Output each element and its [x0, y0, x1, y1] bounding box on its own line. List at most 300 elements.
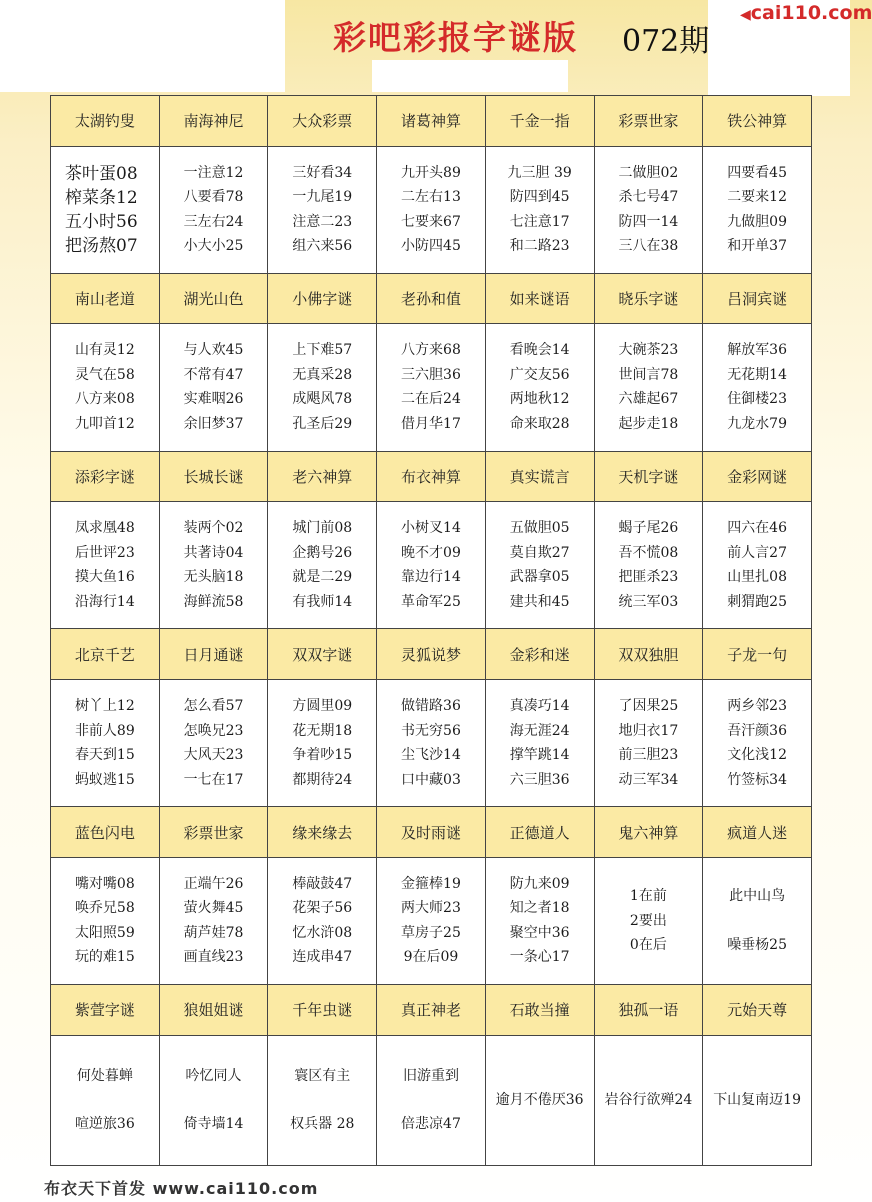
riddle-entry: 此中山鸟: [729, 888, 786, 905]
riddle-cell: [594, 502, 703, 629]
riddle-entry: 实难咽26: [183, 391, 244, 408]
column-header: [377, 985, 486, 1036]
column-header-label: 添彩字谜: [74, 467, 135, 486]
issue-number: 072期: [622, 24, 710, 59]
riddle-entry: 杀七号47: [618, 189, 679, 206]
riddle-entry: 把匪杀23: [618, 569, 679, 586]
riddle-entry: 寰区有主: [294, 1067, 351, 1084]
column-header-label: 金彩网谜: [727, 467, 788, 486]
column-header-label: 疯道人迷: [727, 823, 788, 842]
riddle-entry: 八方来08: [74, 391, 135, 408]
riddle-entry: 知之者18: [509, 900, 570, 917]
column-header: [159, 96, 268, 147]
column-header: [51, 451, 160, 502]
column-header: [594, 807, 703, 858]
riddle-entry: 三六胆36: [401, 366, 461, 383]
riddle-entry: 吟忆同人: [185, 1067, 242, 1084]
column-header: [594, 629, 703, 680]
site-logo[interactable]: [740, 2, 872, 24]
column-header-label: 老六神算: [292, 467, 353, 486]
riddle-entry: 花架子56: [292, 900, 353, 917]
column-header: [268, 451, 377, 502]
entries-row: [51, 857, 812, 984]
riddle-entry: 不常有47: [183, 366, 244, 383]
riddle-entry: 后世评23: [74, 544, 135, 561]
riddle-cell: [485, 324, 594, 451]
riddle-entry: 两乡邻23: [727, 698, 788, 715]
riddle-entry: 竹签标34: [727, 771, 788, 788]
column-header-label: 真实谎言: [509, 467, 570, 486]
column-header: [485, 96, 594, 147]
blank-panel-left: [0, 0, 285, 92]
riddle-entry: 武器拿05: [509, 569, 570, 586]
column-header: [51, 629, 160, 680]
riddle-cell: [485, 502, 594, 629]
riddle-entry: 九三胆 39: [507, 164, 572, 181]
column-header: [51, 807, 160, 858]
riddle-entry: 二左右13: [401, 189, 461, 206]
riddle-entry: 二在后24: [401, 391, 461, 408]
column-header-label: 南海神尼: [183, 112, 244, 131]
riddle-entry: 上下难57: [292, 342, 353, 359]
header-row: [51, 629, 812, 680]
riddle-cell: [485, 857, 594, 984]
column-header-label: 长城长谜: [183, 467, 244, 486]
riddle-cell: [268, 679, 377, 806]
header-row: [51, 96, 812, 147]
riddle-entry: 山里扎08: [727, 569, 788, 586]
riddle-entry: 世间言78: [618, 366, 679, 383]
spacer: [160, 1088, 268, 1112]
blank-panel-middle: [372, 60, 568, 92]
column-header-label: 紫萱字谜: [74, 1001, 135, 1020]
riddle-entry: 有我师14: [292, 593, 353, 610]
column-header-label: 南山老道: [74, 290, 135, 309]
riddle-entry: 倚寺墙14: [183, 1116, 244, 1133]
riddle-entry: 和开单37: [727, 238, 788, 255]
riddle-cell: [594, 146, 703, 273]
riddle-entry: 五小时56: [65, 211, 138, 232]
entries-row: [51, 502, 812, 629]
column-header: [268, 96, 377, 147]
column-header: [159, 807, 268, 858]
riddle-entry: 四要看45: [727, 164, 788, 181]
riddle-entry: 和二路23: [509, 238, 570, 255]
column-header: [703, 985, 812, 1036]
riddle-cell: [377, 679, 486, 806]
column-header-label: 小佛字谜: [292, 290, 353, 309]
riddle-entry: 书无穷56: [401, 722, 461, 739]
riddle-entry: 广交友56: [509, 366, 570, 383]
riddle-entry: 凤求凰48: [74, 520, 135, 537]
riddle-entry: 小防四45: [401, 238, 461, 255]
riddle-cell: [268, 857, 377, 984]
riddle-entry: 三八在38: [618, 238, 679, 255]
riddle-cell: [377, 1035, 486, 1165]
column-header-label: 天机字谜: [618, 467, 679, 486]
riddle-entry: 小大小25: [183, 238, 244, 255]
riddle-cell: [594, 1035, 703, 1165]
riddle-entry: 起步走18: [618, 415, 679, 432]
riddle-entry: 蚂蚁逃15: [74, 771, 135, 788]
column-header-label: 狼姐姐谜: [183, 1001, 244, 1020]
riddle-cell: [268, 146, 377, 273]
riddle-cell: [159, 324, 268, 451]
column-header: [594, 985, 703, 1036]
spacer: [377, 1088, 485, 1112]
riddle-entry: 注意二23: [292, 213, 353, 230]
riddle-cell: [51, 1035, 160, 1165]
column-header: [159, 451, 268, 502]
riddle-cell: [703, 502, 812, 629]
column-header-label: 日月通谜: [183, 645, 244, 664]
riddle-entry: 何处暮蝉: [76, 1067, 133, 1084]
column-header-label: 诸葛神算: [400, 112, 461, 131]
column-header: [377, 96, 486, 147]
riddle-cell: [268, 324, 377, 451]
riddle-entry: 画直线23: [183, 949, 244, 966]
riddle-entry: 都期待24: [292, 771, 353, 788]
riddle-entry: 一九尾19: [292, 189, 353, 206]
riddle-entry: 五做胆05: [509, 520, 570, 537]
riddle-cell: [377, 502, 486, 629]
riddle-entry: 装两个02: [183, 520, 244, 537]
riddle-entry: 无真采28: [292, 366, 353, 383]
column-header: [594, 451, 703, 502]
riddle-entry: 金箍棒19: [401, 875, 461, 892]
entries-row: [51, 324, 812, 451]
column-header: [377, 629, 486, 680]
riddle-entry: 一条心17: [509, 949, 570, 966]
riddle-entry: 看晚会14: [509, 342, 570, 359]
column-header-label: 子龙一句: [727, 645, 788, 664]
riddle-entry: 榨菜条12: [65, 187, 138, 208]
riddle-entry: 非前人89: [74, 722, 135, 739]
riddle-entry: 怎么看57: [183, 698, 244, 715]
entries-row: [51, 679, 812, 806]
column-header-label: 北京千艺: [74, 645, 135, 664]
riddle-entry: 六三胆36: [509, 771, 570, 788]
column-header-label: 元始天尊: [727, 1001, 788, 1020]
riddle-entry: 太阳照59: [74, 924, 135, 941]
riddle-entry: 山有灵12: [74, 342, 135, 359]
column-header-label: 布衣神算: [400, 467, 461, 486]
riddle-entry: 一七在17: [183, 771, 244, 788]
riddle-entry: 大风天23: [183, 747, 244, 764]
column-header: [485, 629, 594, 680]
riddle-entry: 八要看78: [183, 189, 244, 206]
riddle-entry: 七注意17: [509, 213, 570, 230]
riddle-entry: 防九来09: [509, 875, 570, 892]
column-header: [703, 96, 812, 147]
riddle-cell: [159, 1035, 268, 1165]
column-header: [377, 807, 486, 858]
riddle-entry: 孔圣后29: [292, 415, 353, 432]
riddle-entry: 逾月不倦厌36: [495, 1092, 584, 1109]
riddle-entry: 无花期14: [727, 366, 788, 383]
riddle-cell: [268, 1035, 377, 1165]
column-header: [703, 451, 812, 502]
column-header: [485, 451, 594, 502]
riddle-entry: 忆水浒08: [292, 924, 353, 941]
riddle-entry: 连成串47: [292, 949, 353, 966]
riddle-entry: 真凑巧14: [509, 698, 570, 715]
riddle-cell: [51, 679, 160, 806]
riddle-entry: 了因果25: [618, 698, 679, 715]
riddle-entry: 下山复南迈19: [713, 1092, 802, 1109]
riddle-entry: 刺猬跑25: [727, 593, 788, 610]
riddle-cell: [377, 146, 486, 273]
riddle-entry: 二做胆02: [618, 164, 679, 181]
riddle-entry: 蝎子尾26: [618, 520, 679, 537]
column-header-label: 石敢当撞: [509, 1001, 570, 1020]
riddle-entry: 九叩首12: [74, 415, 135, 432]
riddle-entry: 防四一14: [618, 213, 679, 230]
riddle-entry: 两大师23: [401, 900, 461, 917]
riddle-entry: 春天到15: [74, 747, 135, 764]
riddle-entry: 海鲜流58: [183, 593, 244, 610]
riddle-entry: 一注意12: [183, 164, 244, 181]
riddle-entry: 灵气在58: [74, 366, 135, 383]
footer-credit: 布衣天下首发 www.cai110.com: [44, 1179, 319, 1198]
riddle-entry: 岩谷行欲殚24: [604, 1092, 693, 1109]
riddle-entry: 尘飞沙14: [401, 747, 461, 764]
riddle-entry: 统三军03: [618, 593, 679, 610]
riddle-entry: 吾汗颜36: [727, 722, 788, 739]
riddle-entry: 地归衣17: [618, 722, 679, 739]
riddle-entry: 旧游重到: [402, 1067, 459, 1084]
riddle-cell: [594, 324, 703, 451]
column-header: [594, 96, 703, 147]
riddle-entry: 城门前08: [292, 520, 353, 537]
riddle-entry: 两地秋12: [509, 391, 570, 408]
riddle-entry: 莫自欺27: [509, 544, 570, 561]
riddle-entry: 玩的难15: [74, 949, 135, 966]
riddle-entry: 0在后: [629, 937, 667, 954]
riddle-cell: [703, 679, 812, 806]
column-header-label: 彩票世家: [618, 112, 679, 131]
riddle-entry: 9在后09: [403, 949, 459, 966]
column-header: [703, 273, 812, 324]
riddle-entry: 企鹅号26: [292, 544, 353, 561]
riddle-entry: 革命军25: [401, 593, 461, 610]
riddle-entry: 三左右24: [183, 213, 244, 230]
riddle-entry: 摸大鱼16: [74, 569, 135, 586]
riddle-entry: 解放军36: [727, 342, 788, 359]
column-header-label: 真正神老: [400, 1001, 461, 1020]
column-header: [377, 273, 486, 324]
riddle-entry: 靠边行14: [401, 569, 461, 586]
riddle-entry: 住御楼23: [727, 391, 788, 408]
riddle-entry: 倍悲凉47: [401, 1116, 461, 1133]
riddle-entry: 二要来12: [727, 189, 788, 206]
column-header-label: 双双独胆: [618, 645, 679, 664]
riddle-entry: 口中藏03: [401, 771, 461, 788]
riddle-entry: 余旧梦37: [183, 415, 244, 432]
column-header: [268, 807, 377, 858]
column-header-label: 如来谜语: [509, 290, 570, 309]
column-header-label: 金彩和迷: [509, 645, 570, 664]
riddle-entry: 九做胆09: [727, 213, 788, 230]
riddle-entry: 棒敲鼓47: [292, 875, 353, 892]
riddle-cell: [594, 679, 703, 806]
column-header: [159, 629, 268, 680]
column-header-label: 鬼六神算: [618, 823, 679, 842]
column-header: [703, 807, 812, 858]
riddle-entry: 前三胆23: [618, 747, 679, 764]
column-header-label: 蓝色闪电: [74, 823, 135, 842]
spacer: [268, 1088, 376, 1112]
column-header: [159, 273, 268, 324]
column-header: [268, 629, 377, 680]
column-header-label: 铁公神算: [727, 112, 788, 131]
riddle-cell: [703, 1035, 812, 1165]
riddle-cell: [51, 146, 160, 273]
entries-row: [51, 146, 812, 273]
header-row: [51, 807, 812, 858]
riddle-entry: 无头脑18: [183, 569, 244, 586]
riddle-cell: [485, 1035, 594, 1165]
riddle-cell: [268, 502, 377, 629]
column-header-label: 千金一指: [509, 112, 570, 131]
column-header-label: 正德道人: [509, 823, 570, 842]
column-header: [703, 629, 812, 680]
arrow-icon: ◀: [740, 7, 751, 23]
riddle-entry: 正端午26: [183, 875, 244, 892]
column-header: [159, 985, 268, 1036]
column-header-label: 大众彩票: [292, 112, 353, 131]
riddle-entry: 成飓风78: [292, 391, 353, 408]
riddle-cell: [594, 857, 703, 984]
riddle-entry: 防四到45: [509, 189, 570, 206]
riddle-entry: 共著诗04: [183, 544, 244, 561]
column-header: [51, 985, 160, 1036]
riddle-cell: [703, 857, 812, 984]
header-row: [51, 273, 812, 324]
riddle-entry: 大碗茶23: [618, 342, 679, 359]
riddle-entry: 草房子25: [401, 924, 461, 941]
riddle-entry: 命来取28: [509, 415, 570, 432]
riddle-cell: [159, 502, 268, 629]
column-header-label: 独孤一语: [618, 1001, 679, 1020]
column-header-label: 吕洞宾谜: [727, 290, 788, 309]
riddle-entry: 动三军34: [618, 771, 679, 788]
riddle-entry: 三好看34: [292, 164, 353, 181]
riddle-cell: [703, 146, 812, 273]
riddle-entry: 六雄起67: [618, 391, 679, 408]
riddle-entry: 做错路36: [401, 698, 461, 715]
riddle-entry: 小树叉14: [401, 520, 461, 537]
riddle-grid: [50, 95, 812, 1166]
header-row: [51, 985, 812, 1036]
column-header-label: 及时雨谜: [400, 823, 461, 842]
riddle-entry: 唤乔兄58: [74, 900, 135, 917]
riddle-entry: 组六来56: [292, 238, 353, 255]
riddle-entry: 茶叶蛋08: [65, 163, 138, 184]
riddle-entry: 借月华17: [401, 415, 461, 432]
column-header: [485, 807, 594, 858]
riddle-cell: [377, 324, 486, 451]
column-header-label: 千年虫谜: [292, 1001, 353, 1020]
column-header-label: 太湖钓叟: [74, 112, 135, 131]
riddle-entry: 树丫上12: [74, 698, 135, 715]
spacer: [51, 1088, 159, 1112]
riddle-cell: [485, 146, 594, 273]
column-header: [51, 96, 160, 147]
riddle-entry: 吾不慌08: [618, 544, 679, 561]
riddle-entry: 晚不才09: [401, 544, 461, 561]
column-header-label: 湖光山色: [183, 290, 244, 309]
riddle-entry: 就是二29: [292, 569, 353, 586]
riddle-entry: 方圆里09: [292, 698, 353, 715]
riddle-entry: 争着吵15: [292, 747, 353, 764]
riddle-cell: [51, 324, 160, 451]
column-header-label: 双双字谜: [292, 645, 353, 664]
riddle-entry: 文化浅12: [727, 747, 788, 764]
riddle-entry: 噪垂杨25: [727, 936, 788, 953]
riddle-cell: [377, 857, 486, 984]
riddle-cell: [51, 857, 160, 984]
column-header: [268, 985, 377, 1036]
riddle-cell: [51, 502, 160, 629]
riddle-cell: [159, 679, 268, 806]
riddle-cell: [485, 679, 594, 806]
riddle-entry: 嘴对嘴08: [74, 875, 135, 892]
riddle-entry: 2要出: [629, 912, 667, 929]
column-header: [268, 273, 377, 324]
page-title: 彩吧彩报字谜版: [333, 18, 578, 57]
riddle-entry: 四六在46: [727, 520, 788, 537]
header-row: [51, 451, 812, 502]
site-logo-text: cai110.com: [750, 2, 872, 24]
column-header-label: 彩票世家: [183, 823, 244, 842]
riddle-entry: 海无涯24: [509, 722, 570, 739]
column-header: [485, 985, 594, 1036]
riddle-entry: 七要来67: [401, 213, 461, 230]
riddle-entry: 九开头89: [401, 164, 461, 181]
riddle-entry: 把汤熬07: [65, 235, 138, 256]
riddle-entry: 九龙水79: [727, 415, 788, 432]
riddle-cell: [159, 146, 268, 273]
entries-row: [51, 1035, 812, 1165]
spacer: [703, 909, 811, 933]
riddle-entry: 聚空中36: [509, 924, 570, 941]
riddle-entry: 八方来68: [401, 342, 461, 359]
column-header: [51, 273, 160, 324]
riddle-entry: 花无期18: [292, 722, 353, 739]
riddle-cell: [703, 324, 812, 451]
riddle-entry: 权兵器 28: [290, 1116, 355, 1133]
riddle-entry: 撑竿跳14: [509, 747, 570, 764]
riddle-entry: 建共和45: [509, 593, 570, 610]
column-header: [485, 273, 594, 324]
riddle-entry: 葫芦娃78: [183, 924, 244, 941]
column-header-label: 灵狐说梦: [400, 645, 461, 664]
column-header-label: 老孙和值: [400, 290, 461, 309]
riddle-entry: 1在前: [629, 888, 667, 905]
column-header: [594, 273, 703, 324]
riddle-entry: 萤火舞45: [183, 900, 244, 917]
riddle-entry: 前人言27: [727, 544, 788, 561]
riddle-entry: 沿海行14: [74, 593, 135, 610]
riddle-entry: 喧逆旅36: [74, 1116, 135, 1133]
column-header-label: 缘来缘去: [292, 823, 353, 842]
column-header-label: 晓乐字谜: [618, 290, 679, 309]
riddle-entry: 与人欢45: [183, 342, 244, 359]
column-header: [377, 451, 486, 502]
riddle-entry: 怎唤兄23: [183, 722, 244, 739]
riddle-cell: [159, 857, 268, 984]
